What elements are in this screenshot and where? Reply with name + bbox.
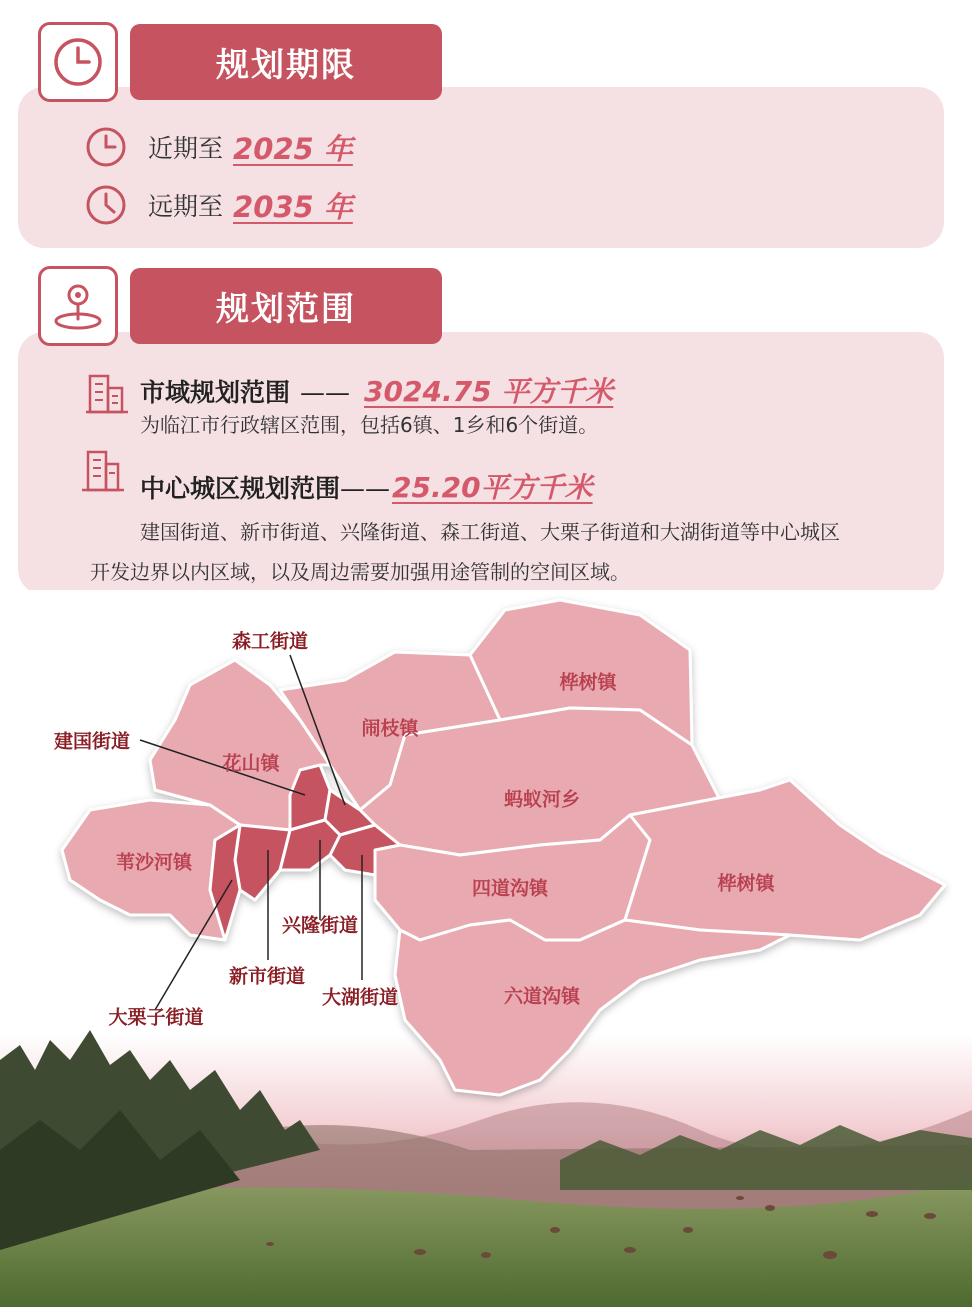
period-far-value: 2035 年 — [233, 189, 353, 224]
region-label-liudaogou: 六道沟镇 — [503, 985, 581, 1008]
period-near-value: 2025 年 — [233, 131, 353, 166]
region-label-mayi: 蚂蚁河乡 — [503, 788, 581, 811]
period-far-label: 远期至 — [148, 192, 224, 221]
location-pin-icon — [49, 277, 107, 335]
city-scope-label: 市域规划范围 — [140, 378, 291, 407]
clock-icon — [51, 35, 105, 89]
callout-xinshi: 新市街道 — [228, 965, 306, 988]
center-scope-dash: —— — [340, 474, 391, 503]
region-label-huashu-ne: 桦树镇 — [559, 671, 617, 694]
callout-jianguo: 建国街道 — [53, 730, 131, 753]
city-scope-desc: 为临江市行政辖区范围，包括6镇、1乡和6个街道。 — [140, 413, 599, 437]
district-map — [0, 590, 972, 1307]
city-scope-dash: —— — [300, 378, 351, 407]
scope-header-text: 规划范围 — [216, 288, 356, 328]
period-row-near — [84, 122, 353, 172]
region-label-sidaogou: 四道沟镇 — [471, 877, 549, 900]
period-header — [130, 24, 442, 100]
period-icon-box — [38, 22, 118, 102]
city-scope-value: 3024.75 平方千米 — [364, 375, 614, 408]
callout-dahu: 大湖街道 — [321, 986, 399, 1009]
scope-header — [130, 268, 442, 344]
period-row-far — [84, 180, 353, 230]
center-scope-desc-line2: 开发边界以内区域，以及周边需要加强用途管制的空间区域。 — [90, 560, 630, 584]
building-icon — [80, 448, 126, 494]
building-icon — [84, 370, 130, 416]
period-header-text: 规划期限 — [216, 44, 356, 84]
center-scope-title — [140, 466, 593, 506]
region-label-naozhi: 闹枝镇 — [361, 717, 419, 740]
region-label-weisha: 苇沙河镇 — [115, 851, 193, 874]
center-scope-desc-line1: 建国街道、新市街道、兴隆街道、森工街道、大栗子街道和大湖街道等中心城区 — [140, 520, 840, 544]
clock-icon — [84, 125, 128, 169]
city-scope-title — [140, 370, 613, 410]
center-scope-label: 中心城区规划范围 — [140, 474, 341, 503]
callout-dalizi: 大栗子街道 — [108, 1006, 204, 1029]
map-background — [0, 590, 972, 1307]
callout-sengong: 森工街道 — [231, 630, 309, 653]
clock-icon — [84, 183, 128, 227]
region-label-huashan: 花山镇 — [222, 752, 280, 775]
center-scope-value: 25.20平方千米 — [392, 471, 593, 504]
region-label-huashu-se: 桦树镇 — [717, 872, 775, 895]
period-near-label: 近期至 — [148, 134, 224, 163]
scope-icon-box — [38, 266, 118, 346]
callout-xinglong: 兴隆街道 — [281, 914, 359, 937]
